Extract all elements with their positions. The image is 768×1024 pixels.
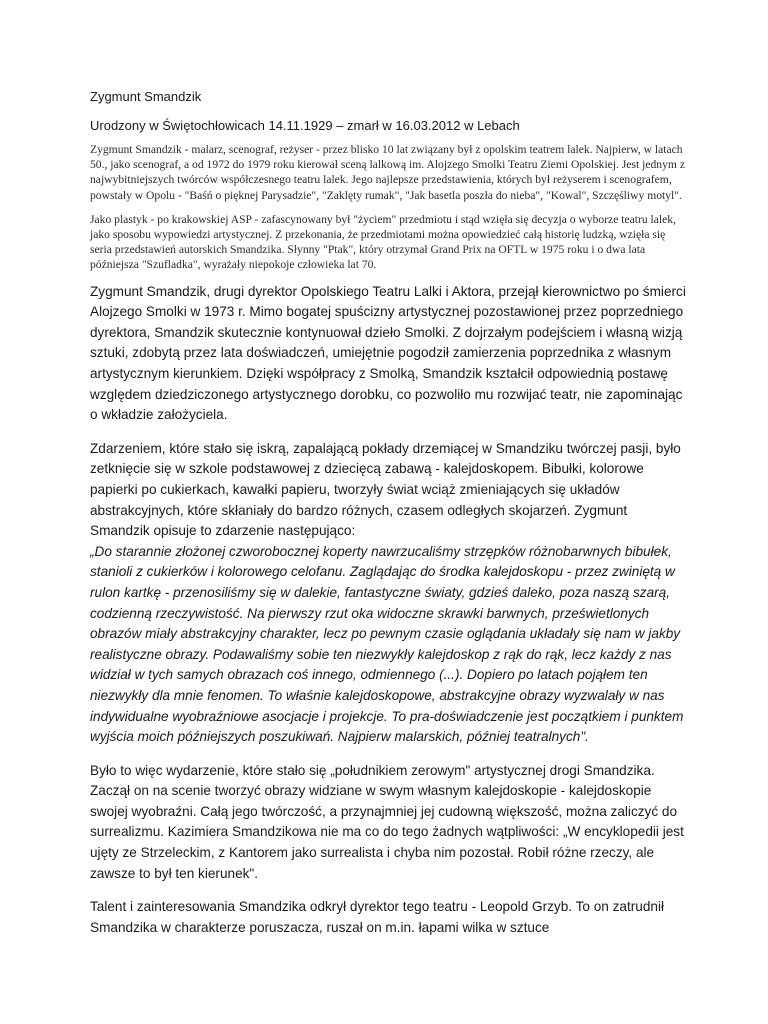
kaleidoscope-quote: „Do starannie złożonej czworobocznej koperty nawrzucaliśmy strzępków różnobarwnych bibułek, stanioli z cukierków i kolorowego celofanu. Zaglądając do środka kalejdoskopu - przez zwiniętą w rulon kartkę - przenosiliśmy się w dalekie, fantastyczne światy, gdzieś daleko, poza naszą szarą, codzienną rzeczywistość. Na pierwszy rzut oka widoczne skrawki barwnych, prześwietlonych obrazów miały abstrakcyjny charakter, lecz po pewnym czasie oglądania układały się nam w jakby realistyczne obrazy. Podawaliśmy sobie ten niezwykły kalejdoskop z rąk do rąk, lecz każdy z nas widział w tych samych obrazach coś innego, odmiennego (...). Dopiero po latach pojąłem ten niezwykły dla mnie fenomen. To właśnie kalejdoskopowe, abstrakcyjne obrazy wyzwalały w nas indywidualne wyobraźniowe asocjacje i projekcje. To pra-doświadczenie jest początkiem i punktem wyjścia moich późniejszych poszukiwań. Najpierw malarskich, później teatralnych". <box>90 543 684 745</box>
document-title: Zygmunt Smandzik <box>90 89 202 104</box>
bio-paragraph-2: Jako plastyk - po krakowskiej ASP - zafascynowany był "życiem" przedmiotu i stąd wzięła się decyzja o wyborze teatru lalek, jako sposobu wypowiedzi artystycznej. Z przekonania, że przedmiotami można opowiedzieć całą historię ludzką, wzięła się seria przedstawień autorskich Smandzika. Słynny "Ptak", który otrzymał Grand Prix na OFTL w 1975 roku i o dwa lata późniejsza "Szufladka", wyrażały niepokoje człowieka lat 70. <box>90 212 676 272</box>
document-page <box>90 88 690 951</box>
document-subtitle: Urodzony w Świętochłowicach 14.11.1929 – zmarł w 16.03.2012 w Lebach <box>90 118 520 133</box>
bio-paragraph-1: Zygmunt Smandzik - malarz, scenograf, reżyser - przez blisko 10 lat związany był z opolskim teatrem lalek. Najpierw, w latach 50., jako scenograf, a od 1972 do 1979 roku kierował sceną lalkową im. Alojzego Smolki Teatru Ziemi Opolskiej. Jest jednym z najwybitniejszych twórców współczesnego teatru lalek. Jego najlepsze przedstawienia, których był reżyserem i scenografem, powstały w Opolu - "Baśń o pięknej Parysadzie", "Zaklęty rumak", "Jak basetla poszła do nieba", "Kowal", Szczęśliwy motyl". <box>90 143 685 202</box>
body-paragraph-2 <box>90 439 690 748</box>
body-paragraph-4: Talent i zainteresowania Smandzika odkrył dyrektor tego teatru - Leopold Grzyb. To on zatrudnił Smandzika w charakterze poruszacza, ruszał on m.in. łapami wilka w sztuce <box>90 899 665 935</box>
body-paragraph-3: Było to więc wydarzenie, które stało się „południkiem zerowym" artystycznej drogi Smandzika. Zaczął on na scenie tworzyć obrazy widziane w swym własnym kalejdoskopie - kalejdoskopie swojej wyobraźni. Całą jego twórczość, a przynajmniej jej cudowną większość, można zaliczyć do surrealizmu. Kazimiera Smandzikowa nie ma co do tego żadnych wątpliwości: „W encyklopedii jest ujęty ze Strzeleckim, z Kantorem jako surrealista i chyba nim pozostał. Robił różne rzeczy, ale zawsze to był ten kierunek". <box>90 762 684 881</box>
kaleidoscope-intro: Zdarzeniem, które stało się iskrą, zapalającą pokłady drzemiącej w Smandziku twórczej pasji, było zetknięcie się w szkole podstawowej z dziecięcą zabawą - kalejdoskopem. Bibułki, kolorowe papierki po cukierkach, kawałki papieru, tworzyły świat wciąż zmieniających się układów abstrakcyjnych, które skłaniały do bardzo różnych, czasem odległych skojarzeń. Zygmunt Smandzik opisuje to zdarzenie następująco: <box>90 440 681 539</box>
body-paragraph-1: Zygmunt Smandzik, drugi dyrektor Opolskiego Teatru Lalki i Aktora, przejął kierownictwo po śmierci Alojzego Smolki w 1973 r. Mimo bogatej spuścizny artystycznej pozostawionej przez poprzedniego dyrektora, Smandzik skutecznie kontynuował dzieło Smolki. Z dojrzałym podejściem i własną wizją sztuki, zdobytą przez lata doświadczeń, umiejętnie pogodził zamierzenia poprzednika z własnym artystycznym kierunkiem. Dzięki współpracy z Smolką, Smandzik kształcił odpowiednią postawę względem dziedziczonego artystycznego dorobku, co pozwoliło mu rozwijać teatr, nie zapominając o wkładzie założyciela. <box>90 283 686 423</box>
